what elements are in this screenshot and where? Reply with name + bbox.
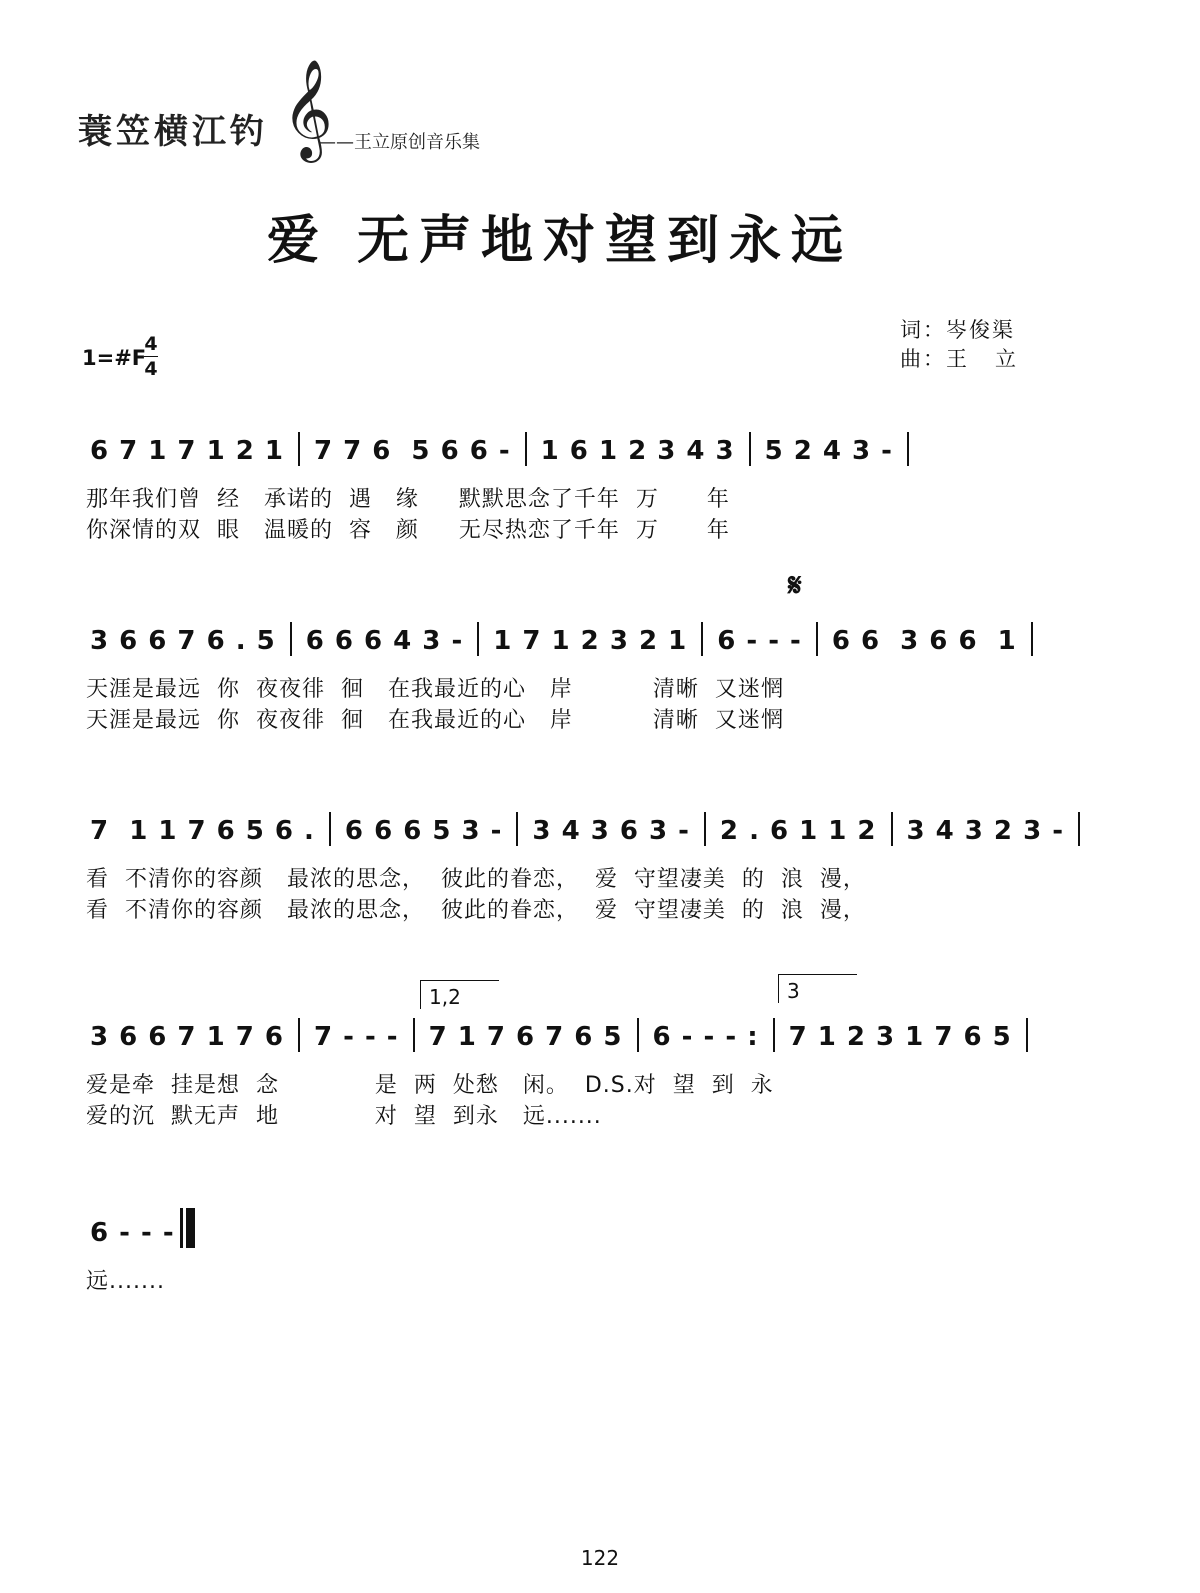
- score-row-3: [86, 812, 1090, 924]
- measure: 3 6 6 7 1 7 6: [90, 1022, 284, 1052]
- measure: 3 4 3 6 3 -: [532, 816, 690, 846]
- measure: 6 - - -: [717, 626, 802, 656]
- barline: [525, 432, 527, 466]
- credits: [900, 316, 1018, 374]
- measure: 6 6 6 5 3 -: [344, 816, 503, 846]
- notation-line: [86, 812, 1090, 846]
- barline: [329, 812, 331, 846]
- barline: [516, 812, 518, 846]
- treble-clef-icon: 𝄞: [282, 59, 333, 159]
- measure: 3 6 6 7 6 . 5: [90, 626, 276, 656]
- barline: [701, 622, 703, 656]
- notation-line: [86, 622, 1090, 656]
- barline: [816, 622, 818, 656]
- time-bottom: 4: [144, 358, 158, 380]
- lyrics-verse-2: 爱的沉 默无声 地 对 望 到永 远.......: [86, 1104, 602, 1129]
- barline: [891, 812, 893, 846]
- notation-line: [86, 432, 1090, 466]
- score-row-2: [86, 622, 1090, 734]
- barline: [637, 1018, 639, 1052]
- notation-line: [86, 1018, 1090, 1052]
- measure: 7 1 1 7 6 5 6 .: [90, 816, 315, 846]
- measure: 6 6 6 4 3 -: [305, 626, 464, 656]
- segno-icon: 𝄋: [788, 566, 802, 604]
- barline: [907, 432, 909, 466]
- barline: [1078, 812, 1080, 846]
- lyrics-verse-1: 爱是牵 挂是想 念 是 两 处愁 闲。 D.S.对 望 到 永: [86, 1073, 774, 1098]
- notation-line: [86, 1208, 1090, 1248]
- lyrics-verse-1: 远.......: [86, 1269, 165, 1294]
- lyrics-verse-1: 天涯是最远 你 夜夜徘 徊 在我最近的心 岸 清晰 又迷惘: [86, 677, 784, 702]
- measure: 1 6 1 2 3 4 3: [540, 436, 735, 466]
- key-signature: 1=#F: [82, 346, 147, 370]
- lyrics-verse-2: 天涯是最远 你 夜夜徘 徊 在我最近的心 岸 清晰 又迷惘: [86, 708, 784, 733]
- composer: 曲：王 立: [900, 347, 1019, 371]
- series-subtitle: ——王立原创音乐集: [318, 132, 480, 153]
- lyrics-verse-1: 那年我们曾 经 承诺的 遇 缘 默默思念了千年 万 年: [86, 487, 730, 512]
- measure: 7 1 2 3 1 7 6 5: [788, 1022, 1012, 1052]
- measure: 7 7 6 5 6 6 -: [313, 436, 511, 466]
- barline: [1026, 1018, 1028, 1052]
- song-title: 爱 无声地对望到永远: [266, 210, 854, 271]
- score-row-4: [86, 1018, 1090, 1130]
- lyricist: 词：岑俊渠: [900, 318, 1015, 342]
- barline: [477, 622, 479, 656]
- score-row-1: [86, 432, 1090, 544]
- page-number: 122: [580, 1546, 620, 1570]
- barline: [290, 622, 292, 656]
- volta-1-2: 1,2: [420, 980, 499, 1009]
- time-signature: [144, 334, 158, 379]
- series-title: 蓑笠横江钓: [78, 112, 268, 152]
- measure: 7 - - -: [313, 1022, 399, 1052]
- score-row-5: [86, 1208, 1090, 1295]
- barline: [1031, 622, 1033, 656]
- measure: 6 7 1 7 1 2 1: [90, 436, 284, 466]
- barline: [413, 1018, 415, 1052]
- final-barline: [183, 1208, 195, 1248]
- lyrics-verse-2: 看 不清你的容颜 最浓的思念， 彼此的眷恋， 爱 守望凄美 的 浪 漫，: [86, 898, 866, 923]
- measure: 3 4 3 2 3 -: [906, 816, 1065, 846]
- barline: [704, 812, 706, 846]
- measure: 2 . 6 1 1 2: [719, 816, 877, 846]
- measure: 7 1 7 6 7 6 5: [428, 1022, 623, 1052]
- barline: [749, 432, 751, 466]
- measure: 5 2 4 3 -: [764, 436, 893, 466]
- barline: [298, 432, 300, 466]
- barline: [298, 1018, 300, 1052]
- measure: 1 7 1 2 3 2 1: [493, 626, 688, 656]
- lyrics-verse-1: 看 不清你的容颜 最浓的思念， 彼此的眷恋， 爱 守望凄美 的 浪 漫，: [86, 867, 866, 892]
- time-top: 4: [144, 333, 158, 355]
- measure: 6 - - -: [90, 1218, 175, 1248]
- repeat-barline: [773, 1018, 775, 1052]
- volta-3: 3: [778, 974, 857, 1003]
- lyrics-verse-2: 你深情的双 眼 温暖的 容 颜 无尽热恋了千年 万 年: [86, 518, 730, 543]
- measure: 6 6 3 6 6 1: [831, 626, 1017, 656]
- measure: 6 - - - :: [652, 1022, 759, 1052]
